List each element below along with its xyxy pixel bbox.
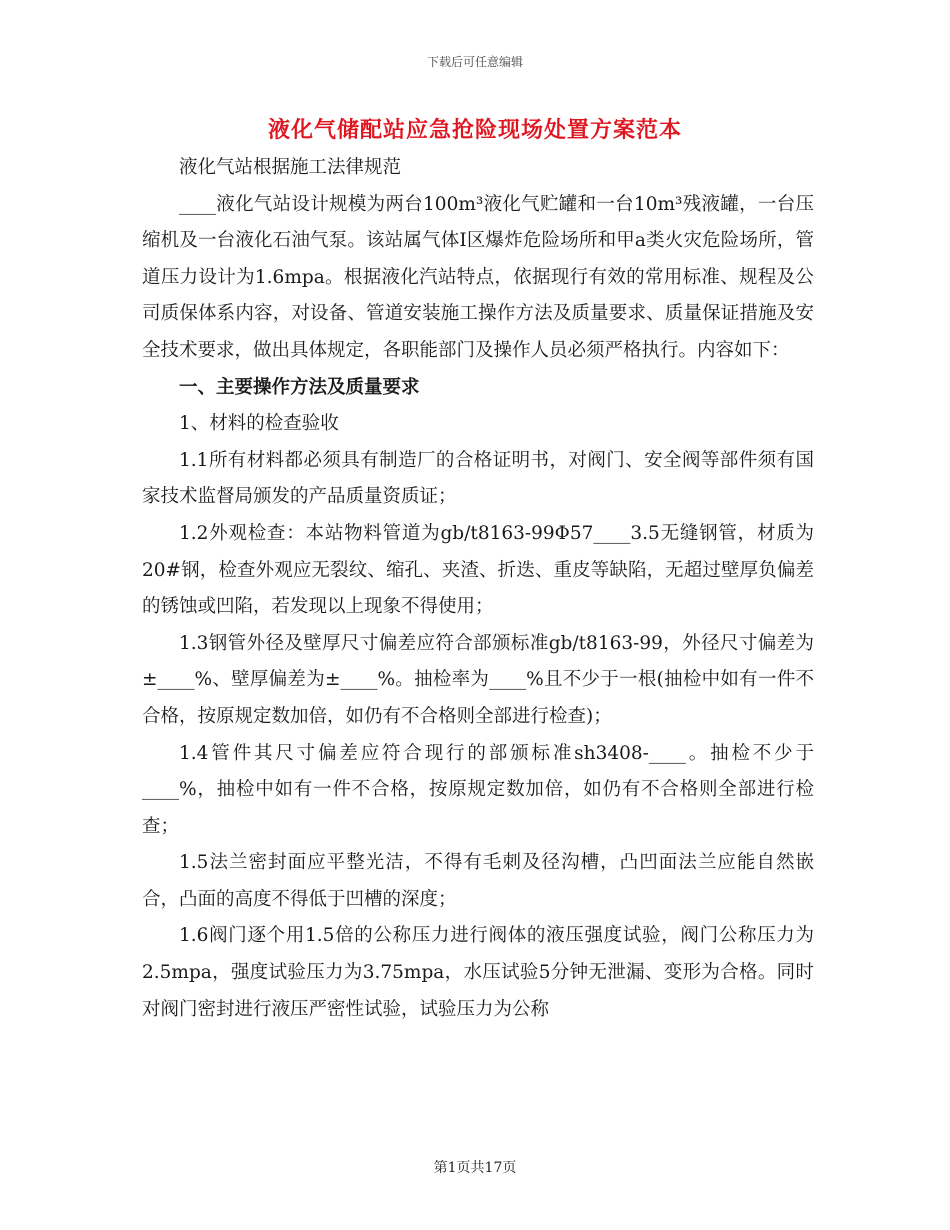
paragraph-1-1: 1.1所有材料都必须具有制造厂的合格证明书，对阀门、安全阀等部件须有国家技术监督局颁发的产品质量资质证；	[142, 449, 814, 508]
paragraph-overview: ____液化气站设计规模为两台100m³液化气贮罐和一台10m³残液罐，一台压缩机及一台液化石油气泵。该站属气体Ⅰ区爆炸危险场所和甲a类火灾危险场所，管道压力设计为1.6mpa。根据液化汽站特点，依据现行有效的常用标准、规程及公司质保体系内容，对设备、管道安装施工操作方法及质量要求、质量保证措施及安全技术要求，做出具体规定，各职能部门及操作人员必须严格执行。内容如下：	[142, 193, 814, 361]
paragraph-1-2: 1.2外观检查：本站物料管道为gb/t8163-99Φ57____3.5无缝钢管，材质为20#钢，检查外观应无裂纹、缩孔、夹渣、折迭、重皮等缺陷，无超过壁厚负偏差的锈蚀或凹陷，若发现以上现象不得使用；	[142, 522, 814, 618]
paragraph-1-4: 1.4管件其尺寸偏差应符合现行的部颁标准sh3408-____。抽检不少于____%，抽检中如有一件不合格，按原规定数加倍，如仍有不合格则全部进行检查；	[142, 742, 814, 837]
section-heading: 一、主要操作方法及质量要求	[179, 376, 420, 398]
paragraph-1-3: 1.3钢管外径及壁厚尺寸偏差应符合部颁标准gb/t8163-99，外径尺寸偏差为±____%、壁厚偏差为±____%。抽检率为____%且不少于一根(抽检中如有一件不合格，按原规定数加倍，如仍有不合格则全部进行检查)；	[142, 632, 814, 727]
paragraph-1-6: 1.6阀门逐个用1.5倍的公称压力进行阀体的液压强度试验，阀门公称压力为2.5mpa，强度试验压力为3.75mpa，水压试验5分钟无泄漏、变形为合格。同时对阀门密封进行液压严密性试验，试验压力为公称	[142, 925, 814, 1020]
page-header-note: 下载后可任意编辑	[426, 55, 523, 69]
subsection-heading: 1、材料的检查验收	[179, 413, 339, 435]
document-title: 液化气储配站应急抢险现场处置方案范本	[267, 117, 682, 143]
page-number: 第1页共17页	[433, 1160, 517, 1176]
document-body	[142, 150, 814, 1028]
paragraph-intro: 液化气站根据施工法律规范	[179, 157, 402, 178]
paragraph-1-5: 1.5法兰密封面应平整光洁，不得有毛刺及径沟槽，凸凹面法兰应能自然嵌合，凸面的高度不得低于凹槽的深度；	[142, 852, 814, 910]
